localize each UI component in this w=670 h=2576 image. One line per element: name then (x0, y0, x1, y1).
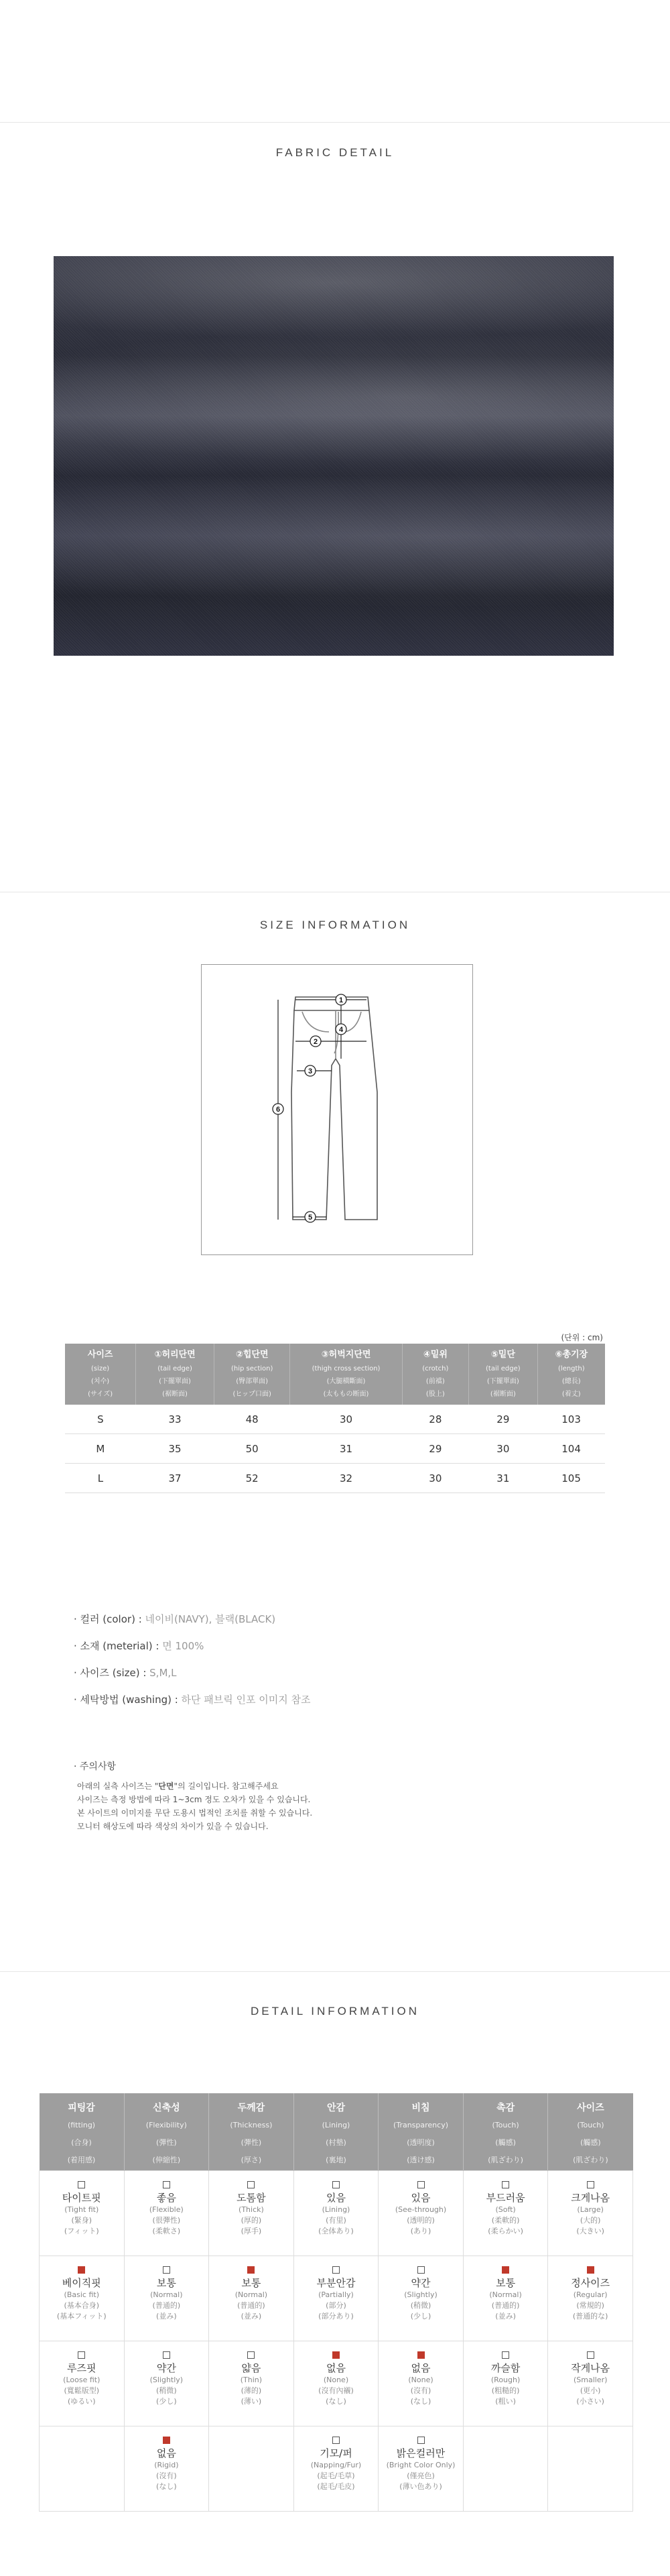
option-english: (See-through) (395, 2205, 447, 2214)
option-label: 까슬함 (490, 2361, 521, 2374)
option-label: 보통 (156, 2276, 176, 2289)
info-color: · 컬러 (color) : 네이비(NAVY), 블랙(BLACK) (74, 1613, 276, 1625)
option-english: (Slightly) (149, 2375, 184, 2384)
option-chinese: (稍微) (410, 2300, 431, 2310)
table-cell: 35 (136, 1434, 214, 1464)
option-label: 좋음 (156, 2191, 176, 2204)
checkbox (163, 2266, 170, 2274)
option-english: (Regular) (573, 2290, 608, 2299)
detail-cell (293, 2426, 379, 2511)
unit-label: (단위 : cm) (561, 1333, 603, 1342)
detail-information-title: DETAIL INFORMATION (250, 2005, 420, 2017)
option-english: (Bright Color Only) (386, 2460, 456, 2469)
size-table-header: 사이즈 (size) (치수) (サイズ) (65, 1344, 136, 1405)
table-cell: S (65, 1405, 136, 1434)
option-english: (Flexible) (149, 2205, 184, 2214)
info-size: · 사이즈 (size) : S,M,L (74, 1667, 177, 1679)
info-material: · 소재 (meterial) : 면 100% (74, 1640, 204, 1652)
detail-cell (463, 2170, 548, 2256)
detail-cell (40, 2341, 125, 2426)
option-japanese: (小さい) (576, 2396, 604, 2406)
option-label: 약간 (411, 2276, 431, 2289)
detail-cell (209, 2426, 294, 2511)
detail-cell (548, 2170, 633, 2256)
option-japanese: (あり) (410, 2226, 431, 2235)
option-chinese: (寬鬆版型) (64, 2386, 100, 2395)
detail-header: 두께감 (Thickness) (彈性) (厚さ) (209, 2093, 294, 2170)
option-label: 부분안감 (316, 2276, 356, 2289)
option-english: (Normal) (489, 2290, 522, 2299)
option-chinese: (大的) (580, 2215, 601, 2225)
detail-cell (209, 2256, 294, 2341)
table-cell: M (65, 1434, 136, 1464)
option-japanese: (少し) (156, 2396, 177, 2406)
option-label: 루즈핏 (67, 2361, 96, 2374)
size-information-title: SIZE INFORMATION (259, 919, 411, 931)
option-chinese: (基本合身) (64, 2300, 100, 2310)
detail-row (40, 2256, 633, 2341)
checkbox (332, 2437, 340, 2444)
option-label: 약간 (156, 2361, 176, 2374)
info-washing: · 세탁방법 (washing) : 하단 패브릭 인포 이미지 참조 (74, 1694, 311, 1706)
checkbox (587, 2351, 594, 2359)
option-japanese: (柔らかい) (488, 2226, 523, 2235)
pants-diagram (201, 964, 473, 1255)
detail-cell (40, 2426, 125, 2511)
option-japanese: (なし) (326, 2396, 346, 2406)
option-label: 없음 (411, 2361, 431, 2374)
option-japanese: (柔軟さ) (152, 2226, 181, 2235)
table-cell: 52 (214, 1464, 290, 1493)
option-chinese: (薄的) (241, 2386, 262, 2395)
option-label: 밝은컬러만 (396, 2447, 446, 2459)
detail-header: 비침 (Transparency) (透明度) (透け感) (379, 2093, 464, 2170)
option-japanese: (厚手) (241, 2226, 262, 2235)
option-chinese: (透明的) (407, 2215, 435, 2225)
table-cell: 30 (402, 1464, 468, 1493)
detail-cell (293, 2256, 379, 2341)
table-cell: 28 (402, 1405, 468, 1434)
detail-cell (293, 2341, 379, 2426)
checkbox (163, 2351, 170, 2359)
detail-cell (463, 2256, 548, 2341)
detail-cell (379, 2170, 464, 2256)
option-english: (Normal) (234, 2290, 268, 2299)
detail-row (40, 2341, 633, 2426)
option-label: 부드러움 (486, 2191, 525, 2204)
marker-1: 1 (338, 996, 344, 1004)
option-chinese: (沒有) (410, 2386, 431, 2395)
checkbox (417, 2181, 425, 2188)
checkbox (247, 2181, 255, 2188)
option-english: (Rigid) (154, 2460, 179, 2469)
table-cell: 103 (537, 1405, 605, 1434)
detail-cell (548, 2341, 633, 2426)
table-cell: 30 (290, 1405, 402, 1434)
option-japanese: (フィット) (64, 2226, 99, 2235)
option-chinese: (常規的) (576, 2300, 604, 2310)
option-label: 없음 (326, 2361, 346, 2374)
table-cell: L (65, 1464, 136, 1493)
option-english: (Napping/Fur) (310, 2460, 362, 2469)
option-label: 기모/퍼 (320, 2447, 352, 2459)
option-chinese: (很彈性) (152, 2215, 181, 2225)
checkbox (78, 2181, 85, 2188)
detail-header: 신축성 (Flexibility) (彈性) (伸縮性) (124, 2093, 209, 2170)
option-english: (Partially) (318, 2290, 354, 2299)
checkbox (502, 2351, 509, 2359)
marker-6: 6 (275, 1106, 281, 1114)
detail-header: 촉감 (Touch) (觸感) (肌ざわり) (463, 2093, 548, 2170)
option-chinese: (起毛/毛草) (317, 2471, 355, 2480)
checked-checkbox (502, 2266, 509, 2274)
option-japanese: (少し) (410, 2311, 431, 2321)
option-chinese: (普通的) (491, 2300, 520, 2310)
table-cell: 32 (290, 1464, 402, 1493)
marker-2: 2 (313, 1038, 318, 1046)
checked-checkbox (163, 2437, 170, 2444)
checked-checkbox (247, 2266, 255, 2274)
size-table-header-row (65, 1344, 605, 1405)
option-english: (Slightly) (404, 2290, 438, 2299)
option-english: (Tight fit) (64, 2205, 99, 2214)
option-chinese: (普通的) (237, 2300, 265, 2310)
table-cell: 37 (136, 1464, 214, 1493)
detail-cell (463, 2426, 548, 2511)
notice-line: 아래의 실측 사이즈는 "단면"의 길이입니다. 참고해주세요 (77, 1781, 279, 1791)
option-chinese: (沒有) (156, 2471, 177, 2480)
option-japanese: (並み) (241, 2311, 262, 2321)
option-chinese: (更小) (580, 2386, 601, 2395)
notice-line: 본 사이트의 이미지를 무단 도용시 법적인 조치를 취할 수 있습니다. (77, 1808, 313, 1818)
option-label: 정사이즈 (571, 2276, 610, 2289)
detail-cell (124, 2341, 209, 2426)
checkbox (417, 2437, 425, 2444)
marker-3: 3 (308, 1067, 313, 1075)
option-label: 얇음 (241, 2361, 261, 2374)
option-english: (Thin) (240, 2375, 263, 2384)
option-english: (None) (408, 2375, 433, 2384)
option-label: 있음 (411, 2191, 431, 2204)
table-cell: 105 (537, 1464, 605, 1493)
table-cell: 31 (469, 1464, 538, 1493)
checkbox (587, 2181, 594, 2188)
option-label: 베이직핏 (62, 2276, 101, 2289)
option-chinese: (部分) (326, 2300, 346, 2310)
fabric-photo (54, 256, 614, 656)
detail-cell (379, 2426, 464, 2511)
option-chinese: (普通的) (152, 2300, 181, 2310)
option-chinese: (粗糙的) (491, 2386, 520, 2395)
option-english: (Basic fit) (64, 2290, 99, 2299)
option-label: 보통 (496, 2276, 516, 2289)
checkbox (502, 2181, 509, 2188)
option-english: (Normal) (150, 2290, 183, 2299)
detail-cell (124, 2170, 209, 2256)
table-cell: 31 (290, 1434, 402, 1464)
checkbox (417, 2266, 425, 2274)
notice-title: · 주의사항 (74, 1761, 116, 1772)
top-divider (0, 122, 670, 123)
option-japanese: (ゆるい) (67, 2396, 96, 2406)
checkbox (332, 2181, 340, 2188)
option-japanese: (薄い) (241, 2396, 262, 2406)
checked-checkbox (417, 2351, 425, 2359)
checked-checkbox (587, 2266, 594, 2274)
detail-cell (379, 2256, 464, 2341)
size-table-header: ③허벅지단면 (thigh cross section) (大腿橫斷面) (太ももの断面) (290, 1344, 402, 1405)
checkbox (163, 2181, 170, 2188)
detail-cell (548, 2256, 633, 2341)
pants-outline (202, 965, 472, 1254)
option-label: 도톰함 (237, 2191, 266, 2204)
option-english: (Loose fit) (63, 2375, 100, 2384)
section-divider (0, 1971, 670, 1972)
option-label: 타이트핏 (62, 2191, 101, 2204)
checked-checkbox (332, 2351, 340, 2359)
detail-cell (463, 2341, 548, 2426)
option-japanese: (起毛/毛皮) (317, 2481, 355, 2491)
size-table-header: ①허리단면 (tail edge) (下擺單面) (裾断面) (136, 1344, 214, 1405)
option-chinese: (柔軟的) (491, 2215, 520, 2225)
detail-row (40, 2426, 633, 2511)
detail-cell (293, 2170, 379, 2256)
table-cell: 48 (214, 1405, 290, 1434)
option-english: (Smaller) (573, 2375, 608, 2384)
marker-5: 5 (308, 1214, 313, 1222)
table-row (65, 1464, 605, 1493)
checked-checkbox (78, 2266, 85, 2274)
detail-cell (124, 2256, 209, 2341)
detail-header-row (40, 2093, 633, 2170)
checkbox (247, 2351, 255, 2359)
option-chinese: (緊身) (71, 2215, 92, 2225)
option-japanese: (部分あり) (318, 2311, 354, 2321)
detail-header: 피팅감 (fitting) (合身) (着用感) (40, 2093, 125, 2170)
option-japanese: (基本フィット) (56, 2311, 107, 2321)
option-japanese: (薄い色あり) (399, 2481, 442, 2491)
checkbox (332, 2266, 340, 2274)
option-label: 작게나옴 (571, 2361, 610, 2374)
detail-table (39, 2093, 633, 2512)
option-japanese: (なし) (410, 2396, 431, 2406)
option-label: 크게나옴 (571, 2191, 610, 2204)
fabric-detail-title: FABRIC DETAIL (275, 146, 395, 159)
option-chinese: (厚的) (241, 2215, 262, 2225)
detail-cell (548, 2426, 633, 2511)
checkbox (78, 2351, 85, 2359)
size-table-header: ⑤밑단 (tail edge) (下擺單面) (裾断面) (469, 1344, 538, 1405)
notice-line: 모니터 해상도에 따라 색상의 차이가 있을 수 있습니다. (77, 1822, 269, 1831)
detail-row (40, 2170, 633, 2256)
option-japanese: (並み) (156, 2311, 177, 2321)
table-cell: 29 (469, 1405, 538, 1434)
detail-cell (40, 2256, 125, 2341)
option-english: (Rough) (490, 2375, 521, 2384)
table-cell: 104 (537, 1434, 605, 1464)
size-table-header: ④밑위 (crotch) (前襠) (股上) (402, 1344, 468, 1405)
table-cell: 30 (469, 1434, 538, 1464)
detail-header: 사이즈 (Touch) (觸感) (肌ざわり) (548, 2093, 633, 2170)
size-table-header: ②힙단면 (hip section) (臀部單面) (ヒップ口面) (214, 1344, 290, 1405)
table-cell: 33 (136, 1405, 214, 1434)
option-label: 없음 (156, 2447, 176, 2459)
detail-cell (124, 2426, 209, 2511)
option-english: (Thick) (239, 2205, 264, 2214)
detail-cell (379, 2341, 464, 2426)
option-chinese: (沒有內襯) (318, 2386, 354, 2395)
table-row (65, 1405, 605, 1434)
option-japanese: (なし) (156, 2481, 177, 2491)
table-cell: 29 (402, 1434, 468, 1464)
option-english: (Lining) (322, 2205, 350, 2214)
detail-header: 안감 (Lining) (村墊) (裏地) (293, 2093, 379, 2170)
option-japanese: (普通的な) (572, 2311, 608, 2321)
table-cell: 50 (214, 1434, 290, 1464)
option-english: (None) (323, 2375, 349, 2384)
option-japanese: (大きい) (576, 2226, 604, 2235)
option-chinese: (稍微) (156, 2386, 177, 2395)
option-japanese: (粗い) (495, 2396, 516, 2406)
size-table (65, 1344, 605, 1493)
option-japanese: (全体あり) (318, 2226, 354, 2235)
option-japanese: (並み) (495, 2311, 516, 2321)
detail-cell (40, 2170, 125, 2256)
option-label: 있음 (326, 2191, 346, 2204)
notice-line: 사이즈는 측정 방법에 따라 1~3cm 정도 오차가 있을 수 있습니다. (77, 1795, 311, 1804)
table-row (65, 1434, 605, 1464)
detail-cell (209, 2170, 294, 2256)
detail-cell (209, 2341, 294, 2426)
option-chinese: (僅亮色) (407, 2471, 435, 2480)
option-chinese: (有里) (326, 2215, 346, 2225)
option-english: (Large) (577, 2205, 604, 2214)
marker-4: 4 (338, 1026, 344, 1034)
size-table-header: ⑥총기장 (length) (總長) (着丈) (537, 1344, 605, 1405)
option-label: 보통 (241, 2276, 261, 2289)
option-english: (Soft) (495, 2205, 516, 2214)
